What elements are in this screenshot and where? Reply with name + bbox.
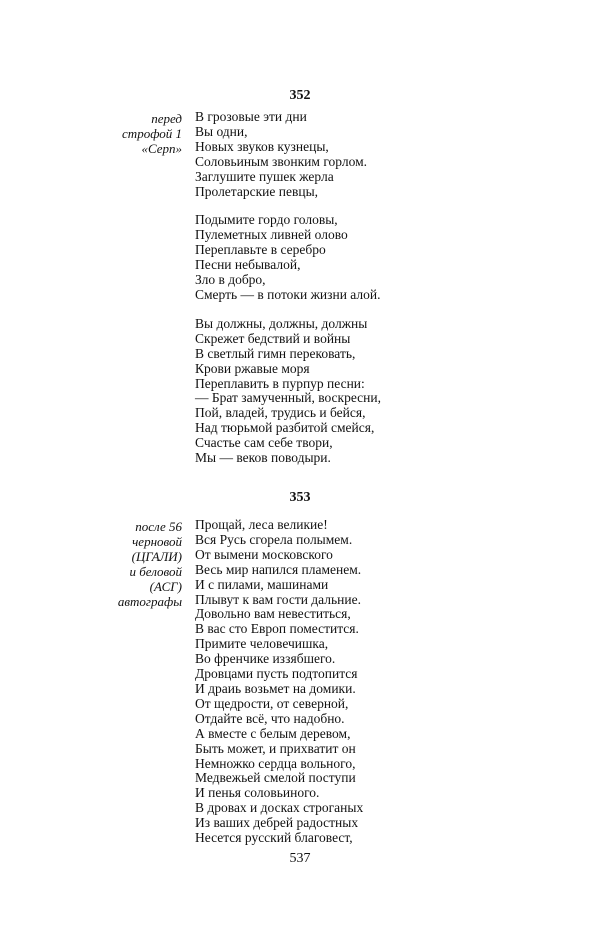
- poem-line: Скрежет бедствий и войны: [195, 330, 351, 346]
- poem-line: От вымени московского: [195, 546, 333, 562]
- poem-line: От щедрости, от северной,: [195, 695, 349, 711]
- stanza-2: [195, 213, 381, 302]
- stanza-1: [195, 110, 381, 199]
- margin-note-line: после 56: [135, 519, 182, 534]
- poem-line: Пой, владей, трудись и бейся,: [195, 405, 366, 421]
- poem-line: Пулеметных ливней олово: [195, 227, 348, 243]
- poem-line: Подымите гордо головы,: [195, 212, 338, 228]
- poem-line: Мы — веков поводыри.: [195, 450, 331, 466]
- margin-note-line: черновой: [132, 534, 182, 549]
- poem-line: В дровах и досках строганых: [195, 800, 364, 816]
- margin-note-line: и беловой: [129, 564, 182, 579]
- poem-line: Прощай, леса великие!: [195, 517, 328, 532]
- poem-line: Пролетарские певцы,: [195, 183, 319, 199]
- page-number: 537: [289, 851, 311, 866]
- poem-line: А вместе с белым деревом,: [195, 725, 351, 741]
- section-353-poem: [195, 518, 363, 846]
- stanza-3: [195, 317, 381, 466]
- poem-line: Во френчике иззябшего.: [195, 651, 336, 667]
- poem-line: Крови ржавые моря: [195, 360, 310, 376]
- poem-line: Быть может, и прихватит он: [195, 740, 356, 756]
- section-352-margin-note: [122, 111, 182, 156]
- poem-line: — Брат замученный, воскресни,: [195, 390, 382, 406]
- poem-line: Переплавить в пурпур песни:: [195, 375, 365, 391]
- poem-line: Несется русский благовест,: [195, 830, 353, 846]
- poem-line: Отдайте всё, что надобно.: [195, 710, 345, 726]
- poem-line: Заглушите пушек жерла: [195, 168, 334, 184]
- section-353-number: 353: [289, 490, 311, 505]
- poem-line: Вы должны, должны, должны: [195, 315, 368, 331]
- poem-line: Счастье сам себе твори,: [195, 435, 333, 451]
- poem-line: Вся Русь сгорела полымем.: [195, 531, 353, 547]
- poem-line: В светлый гимн перековать,: [195, 345, 356, 361]
- margin-note-line: «Серп»: [141, 141, 182, 156]
- poem-line: Довольно вам невеститься,: [195, 606, 351, 622]
- poem-line: И драиь возьмет на домики.: [195, 680, 356, 696]
- poem-line: Смерть — в потоки жизни алой.: [195, 286, 381, 302]
- section-352-poem: [195, 110, 381, 466]
- poem-line: В грозовые эти дни: [195, 109, 307, 124]
- poem-line: Медвежьей смелой поступи: [195, 770, 356, 786]
- margin-note-line: (ЦГАЛИ): [131, 549, 182, 564]
- margin-note-line: (АСГ): [149, 579, 182, 594]
- poem-line: Из ваших дебрей радостных: [195, 815, 359, 831]
- poem-line: Вы одни,: [195, 123, 248, 139]
- poem-line: Новых звуков кузнецы,: [195, 138, 329, 154]
- poem-line: И пенья соловьиного.: [195, 785, 320, 801]
- poem-line: Плывут к вам гости дальние.: [195, 591, 362, 607]
- poem-line: Дровцами пусть подтопится: [195, 666, 358, 682]
- poem-line: Над тюрьмой разбитой смейся,: [195, 420, 375, 436]
- section-352-number: 352: [289, 88, 311, 103]
- poem-line: В вас сто Европ поместится.: [195, 621, 359, 637]
- section-353-margin-note: [118, 519, 182, 609]
- margin-note-line: перед: [151, 111, 182, 126]
- margin-note-line: строфой 1: [122, 126, 182, 141]
- poem-line: Песни небывалой,: [195, 257, 301, 273]
- margin-note-line: автографы: [117, 594, 182, 609]
- poem-line: Примите человечишка,: [195, 636, 329, 652]
- poem-line: Переплавьте в серебро: [195, 242, 326, 258]
- poem-line: И с пилами, машинами: [195, 576, 329, 592]
- poem-line: Весь мир напился пламенем.: [195, 561, 362, 577]
- poem-line: Соловьиным звонким горлом.: [195, 153, 367, 169]
- poem-line: Зло в добро,: [195, 272, 266, 288]
- poem-line: Немножко сердца вольного,: [195, 755, 356, 771]
